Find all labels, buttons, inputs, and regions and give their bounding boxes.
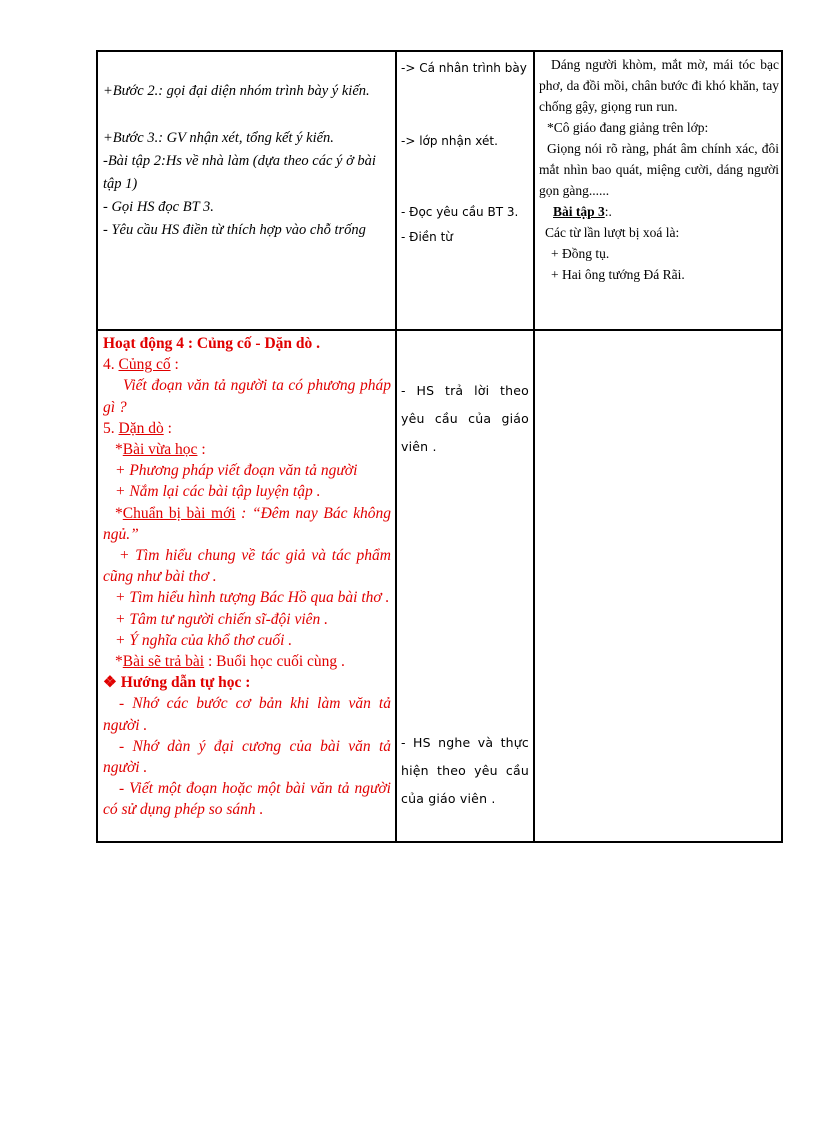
hd-item: - Nhớ các bước cơ bản khi làm văn tả người . xyxy=(103,695,391,734)
hd-item: - Nhớ dàn ý đại cương của bài văn tả người . xyxy=(103,737,391,777)
column-divider xyxy=(395,52,397,841)
lesson-table xyxy=(96,50,783,843)
student-present: -> Cá nhân trình bày xyxy=(401,61,527,75)
student-read-bt3: - Đọc yêu cầu BT 3. xyxy=(401,205,519,219)
bvh-item: + Nắm lại các bài tập luyện tập . xyxy=(115,483,321,501)
content-word1: + Đồng tụ. xyxy=(551,246,610,261)
row1-student-cell xyxy=(401,58,531,248)
cb-item: + Tâm tư người chiến sĩ-đội viên . xyxy=(115,610,329,628)
column-divider xyxy=(533,52,535,841)
content-word2: + Hai ông tướng Đá Rãi. xyxy=(551,267,685,282)
cb-item: + Tìm hiểu hình tượng Bác Hồ qua bài thơ . xyxy=(115,589,390,607)
row1-teacher-cell xyxy=(103,80,391,242)
content-para3: Giọng nói rõ ràng, phát âm chính xác, đôi mắt nhìn bao quát, miệng cười, dáng người gọn gàng...... xyxy=(539,141,779,198)
huong-dan-line: ❖ Hướng dẫn tự học : xyxy=(103,674,251,692)
teacher-read-bt3: - Gọi HS đọc BT 3. xyxy=(103,199,214,215)
teacher-exercise2: -Bài tập 2:Hs về nhà làm (dựa theo các ý ở bài tập 1) xyxy=(103,153,376,192)
teacher-step2: +Bước 2.: gọi đại diện nhóm trình bày ý kiến. xyxy=(103,83,370,99)
row1-content-cell xyxy=(539,54,779,285)
bvh-item: + Phương pháp viết đoạn văn tả người xyxy=(115,462,358,480)
teacher-step3: +Bước 3.: GV nhận xét, tổng kết ý kiến. xyxy=(103,130,334,146)
cungco-question: Viết đoạn văn tả người ta có phương pháp gì ? xyxy=(103,377,391,416)
cungco-line: 4. Củng cố : xyxy=(103,356,179,374)
dando-line: 5. Dặn dò : xyxy=(103,419,172,437)
content-removed-intro: Các từ lần lượt bị xoá là: xyxy=(545,225,680,240)
row2-student-answer: - HS trả lời theo yêu cầu của giáo viên . xyxy=(401,383,529,454)
bai-se-tra-line: *Bài sẽ trả bài : Buổi học cuối cùng . xyxy=(115,653,345,671)
teacher-fill-words: - Yêu cầu HS điền từ thích hợp vào chỗ trống xyxy=(103,222,366,238)
content-para1: Dáng người khòm, mắt mờ, mái tóc bạc phơ, da đồi mồi, chân bước đi khó khăn, tay chống gậy, giọng run run. xyxy=(539,57,779,114)
row-divider xyxy=(98,329,781,331)
student-fill: - Điền từ xyxy=(401,230,453,244)
hd-item: - Viết một đoạn hoặc một bài văn tả người có sử dụng phép so sánh . xyxy=(103,780,391,819)
row2-student-listen: - HS nghe và thực hiện theo yêu cầu của giáo viên . xyxy=(401,735,529,806)
chuan-bi-line: *Chuẩn bị bài mới : “Đêm nay Bác không ngủ.” xyxy=(103,504,391,543)
content-bt3: Bài tập 3:. xyxy=(553,204,612,219)
student-comment: -> lớp nhận xét. xyxy=(401,134,498,148)
cb-item: + Ý nghĩa của khổ thơ cuối . xyxy=(115,631,293,649)
activity-heading: Hoạt động 4 : Củng cố - Dặn dò . xyxy=(103,335,321,352)
content-para2: *Cô giáo đang giảng trên lớp: xyxy=(547,120,709,135)
row2-teacher-cell xyxy=(103,333,391,821)
cb-item: + Tìm hiểu chung về tác giả và tác phẩm cũng như bài thơ . xyxy=(103,547,391,586)
diamond-bullet-icon: ❖ xyxy=(103,674,117,692)
bai-vua-hoc-line: *Bài vừa học : xyxy=(115,441,206,459)
